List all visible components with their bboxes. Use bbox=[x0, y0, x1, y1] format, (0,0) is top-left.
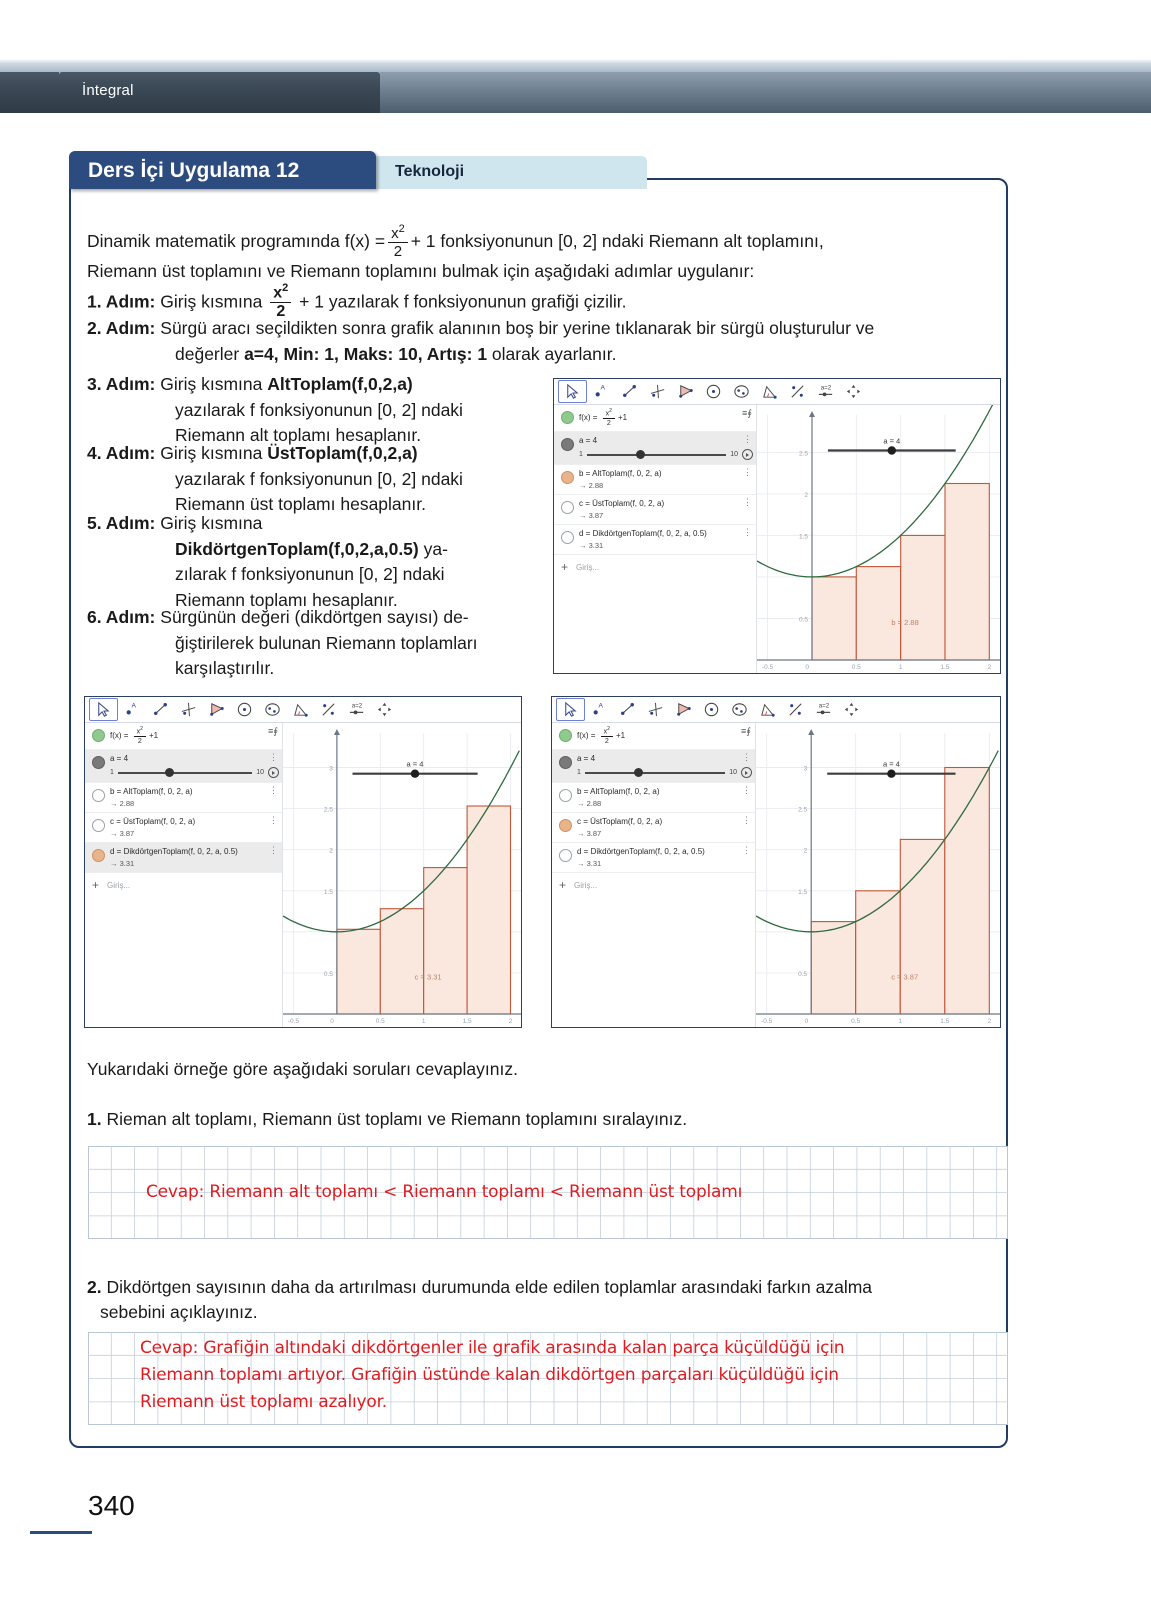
step-1-fraction: $\frac{x^2}{2}$ bbox=[270, 283, 291, 320]
algebra-menu-icon[interactable]: ≡∮ bbox=[742, 408, 752, 418]
add-icon[interactable]: + bbox=[561, 560, 569, 575]
question-2 bbox=[87, 1275, 997, 1325]
b-value: → 2.88 bbox=[577, 799, 602, 809]
answer-box-1[interactable] bbox=[88, 1146, 1008, 1239]
svg-text:2.5: 2.5 bbox=[323, 806, 333, 814]
algebra-row-function[interactable] bbox=[552, 723, 755, 750]
graphics-view[interactable] bbox=[756, 723, 1000, 1028]
banner-right-gradient bbox=[380, 72, 1151, 113]
slider-min: 1 bbox=[110, 769, 114, 777]
algebra-row-slider[interactable] bbox=[552, 750, 755, 783]
step-1-text-b: + 1 yazılarak f fonksiyonunun grafiği çizilir. bbox=[299, 291, 627, 312]
step-6-label: 6. Adım: bbox=[87, 607, 156, 627]
row-menu-icon-d[interactable]: ⋮ bbox=[269, 845, 278, 856]
algebra-input-row[interactable] bbox=[85, 873, 282, 897]
technology-tab bbox=[376, 156, 647, 189]
algebra-row-c[interactable] bbox=[554, 495, 756, 525]
step-2 bbox=[87, 316, 987, 367]
step-5-line4: Riemann toplamı hesaplanır. bbox=[175, 589, 398, 610]
intro-text-mid: + 1 fonksiyonunun [0, 2] ndaki Riemann alt toplamını, bbox=[410, 231, 824, 251]
svg-text:0: 0 bbox=[330, 1018, 334, 1025]
svg-text:1.5: 1.5 bbox=[462, 1018, 472, 1025]
c-expression: c = ÜstToplam(f, 0, 2, a) bbox=[577, 817, 663, 827]
b-expression: b = AltToplam(f, 0, 2, a) bbox=[579, 469, 662, 479]
intro-text-line2: Riemann üst toplamını ve Riemann toplamını bulmak için aşağıdaki adımlar uygulanır: bbox=[87, 261, 755, 281]
answer-2-line3: Riemann üst toplamı azalıyor. bbox=[140, 1392, 388, 1412]
input-placeholder: Giriş... bbox=[107, 880, 131, 890]
ellipse-icon[interactable] bbox=[259, 699, 286, 720]
intro-text-pre: Dinamik matematik programında bbox=[87, 231, 345, 251]
c-value: → 3.87 bbox=[110, 829, 135, 839]
svg-text:A: A bbox=[600, 384, 605, 392]
svg-text:a=2: a=2 bbox=[351, 702, 363, 710]
step-3-command: AltToplam(f,0,2,a) bbox=[267, 374, 413, 394]
step-4-command: ÜstToplam(f,0,2,a) bbox=[267, 443, 418, 463]
visibility-toggle-b[interactable] bbox=[561, 471, 574, 484]
row-menu-icon-a[interactable]: ⋮ bbox=[742, 752, 751, 763]
step-3-line2: yazılarak f fonksiyonunun [0, 2] ndaki bbox=[175, 399, 463, 420]
svg-text:0.5: 0.5 bbox=[851, 664, 861, 671]
banner-left-block bbox=[0, 72, 59, 113]
step-5 bbox=[87, 511, 557, 613]
function-expression: f(x) = $\frac{x^2}{2}$ +1 bbox=[110, 726, 159, 746]
step-4-line3: Riemann üst toplamı hesaplanır. bbox=[175, 494, 426, 514]
visibility-toggle-b[interactable] bbox=[559, 789, 572, 802]
algebra-view[interactable] bbox=[552, 723, 756, 1028]
slider-icon[interactable] bbox=[810, 699, 837, 720]
function-expression: f(x) = $\frac{x^2}{2}$ +1 bbox=[577, 726, 626, 746]
row-menu-icon-c[interactable]: ⋮ bbox=[742, 815, 751, 826]
row-menu-icon-b[interactable]: ⋮ bbox=[743, 467, 752, 478]
step-4-label: 4. Adım: bbox=[87, 443, 156, 463]
slider-value-label: a = 4 bbox=[577, 754, 596, 764]
slider-icon[interactable] bbox=[812, 381, 839, 402]
slider-knob[interactable] bbox=[165, 768, 174, 777]
algebra-row-d[interactable] bbox=[85, 843, 282, 873]
svg-text:0: 0 bbox=[804, 1018, 809, 1025]
svg-text:2: 2 bbox=[803, 847, 808, 855]
algebra-row-slider[interactable] bbox=[85, 750, 282, 783]
input-placeholder: Giriş... bbox=[574, 880, 598, 890]
intro-fx: f(x) = bbox=[344, 231, 386, 251]
geogebra-panel-dikdortgen-toplam[interactable] bbox=[84, 696, 522, 1028]
slider-min: 1 bbox=[577, 769, 581, 777]
answer-box-2[interactable] bbox=[88, 1332, 1008, 1425]
point-icon[interactable] bbox=[588, 381, 615, 402]
algebra-row-c[interactable] bbox=[85, 813, 282, 843]
svg-text:1: 1 bbox=[898, 1018, 903, 1025]
perpendicular-icon[interactable] bbox=[644, 381, 671, 402]
graphics-view[interactable] bbox=[283, 723, 521, 1028]
visibility-toggle-f[interactable] bbox=[92, 729, 105, 742]
ellipse-icon[interactable] bbox=[728, 381, 755, 402]
row-menu-icon-d[interactable]: ⋮ bbox=[742, 845, 751, 856]
play-icon[interactable] bbox=[741, 767, 752, 778]
slider-icon[interactable] bbox=[343, 699, 370, 720]
step-5-label: 5. Adım: bbox=[87, 513, 156, 533]
question-1-number: 1. bbox=[87, 1109, 102, 1129]
step-2-line2: değerler a=4, Min: 1, Maks: 10, Artış: 1 olarak ayarlanır. bbox=[175, 343, 617, 364]
geogebra-toolbar[interactable] bbox=[554, 379, 1000, 405]
svg-text:2: 2 bbox=[508, 1018, 513, 1025]
reflect-icon[interactable] bbox=[315, 699, 342, 720]
step-3-label: 3. Adım: bbox=[87, 374, 156, 394]
visibility-toggle-b[interactable] bbox=[92, 789, 105, 802]
angle-icon[interactable] bbox=[754, 699, 781, 720]
slider-knob[interactable] bbox=[636, 450, 645, 459]
play-icon[interactable] bbox=[742, 449, 753, 460]
c-value: → 3.87 bbox=[579, 511, 604, 521]
slider-value-label: a = 4 bbox=[110, 754, 129, 764]
graph-svg bbox=[283, 723, 521, 1028]
technology-tab-label: Teknoloji bbox=[395, 163, 465, 180]
d-value: → 3.31 bbox=[579, 541, 604, 551]
algebra-menu-icon[interactable]: ≡∮ bbox=[268, 726, 278, 736]
c-value: → 3.87 bbox=[577, 829, 602, 839]
visibility-toggle-f[interactable] bbox=[559, 729, 572, 742]
algebra-row-b[interactable] bbox=[554, 465, 756, 495]
row-menu-icon-a[interactable]: ⋮ bbox=[269, 752, 278, 763]
question-2-line2: sebebini açıklayınız. bbox=[100, 1302, 258, 1322]
circle-icon[interactable] bbox=[231, 699, 258, 720]
svg-text:0.5: 0.5 bbox=[323, 970, 333, 978]
step-6 bbox=[87, 605, 557, 682]
chapter-banner bbox=[0, 0, 1151, 113]
perpendicular-icon[interactable] bbox=[175, 699, 202, 720]
question-2-line1: Dikdörtgen sayısının daha da artırılması durumunda elde edilen toplamlar arasındaki farkın azalma bbox=[101, 1277, 873, 1297]
line-icon[interactable] bbox=[147, 699, 174, 720]
intro-paragraph bbox=[87, 224, 985, 284]
step-4 bbox=[87, 441, 557, 518]
svg-text:-0.5: -0.5 bbox=[761, 1018, 773, 1025]
slider-track[interactable] bbox=[118, 772, 252, 774]
answer-2-line2: Riemann toplamı artıyor. Grafiğin üstünde kalan dikdörtgen parçaları küçüldüğü için bbox=[140, 1365, 839, 1385]
step-3-line1-pre: Giriş kısmına bbox=[160, 374, 268, 394]
algebra-row-function[interactable] bbox=[85, 723, 282, 750]
geogebra-panel-alt-toplam[interactable] bbox=[553, 378, 1001, 674]
circle-icon[interactable] bbox=[698, 699, 725, 720]
step-1-text-a: Giriş kısmına bbox=[160, 291, 263, 312]
row-menu-icon-b[interactable]: ⋮ bbox=[269, 785, 278, 796]
visibility-toggle-f[interactable] bbox=[561, 411, 574, 424]
angle-icon[interactable] bbox=[756, 381, 783, 402]
algebra-input-row[interactable] bbox=[554, 555, 756, 579]
move-graphics-icon[interactable] bbox=[838, 699, 865, 720]
c-expression: c = ÜstToplam(f, 0, 2, a) bbox=[579, 499, 665, 509]
slider-max: 10 bbox=[730, 451, 738, 459]
d-value: → 3.31 bbox=[577, 859, 602, 869]
svg-text:A: A bbox=[598, 702, 603, 710]
slider-control[interactable] bbox=[577, 767, 752, 778]
row-menu-icon-b[interactable]: ⋮ bbox=[742, 785, 751, 796]
point-icon[interactable] bbox=[586, 699, 613, 720]
visibility-toggle-a[interactable] bbox=[561, 438, 574, 451]
step-3-line3: Riemann alt toplamı hesaplanır. bbox=[175, 425, 422, 445]
add-icon[interactable]: + bbox=[559, 878, 567, 893]
graph-svg bbox=[757, 405, 1000, 674]
algebra-row-c[interactable] bbox=[552, 813, 755, 843]
svg-text:1.5: 1.5 bbox=[798, 888, 808, 896]
svg-text:a = 4: a = 4 bbox=[406, 759, 424, 769]
step-1 bbox=[87, 283, 977, 320]
step-5-line2: DikdörtgenToplam(f,0,2,a,0.5) ya- bbox=[175, 538, 448, 559]
step-6-line3: karşılaştırılır. bbox=[175, 658, 275, 678]
step-4-line1-pre: Giriş kısmına bbox=[160, 443, 268, 463]
svg-text:c = 3.87: c = 3.87 bbox=[891, 972, 919, 982]
question-1-text: Rieman alt toplamı, Riemann üst toplamı ve Riemann toplamını sıralayınız. bbox=[101, 1109, 688, 1129]
svg-text:1: 1 bbox=[898, 664, 903, 671]
c-expression: c = ÜstToplam(f, 0, 2, a) bbox=[110, 817, 196, 827]
polygon-icon[interactable] bbox=[203, 699, 230, 720]
row-menu-icon-c[interactable]: ⋮ bbox=[743, 497, 752, 508]
svg-text:a=2: a=2 bbox=[818, 702, 830, 710]
algebra-row-slider[interactable] bbox=[554, 432, 756, 465]
reflect-icon[interactable] bbox=[782, 699, 809, 720]
pointer-icon[interactable] bbox=[558, 380, 587, 403]
page-number: 340 bbox=[88, 1490, 135, 1521]
svg-text:1.5: 1.5 bbox=[940, 664, 950, 671]
b-value: → 2.88 bbox=[110, 799, 135, 809]
svg-text:b = 2.88: b = 2.88 bbox=[891, 618, 919, 628]
point-icon[interactable] bbox=[119, 699, 146, 720]
svg-text:-0.5: -0.5 bbox=[287, 1018, 300, 1025]
geogebra-panel-ust-toplam[interactable] bbox=[551, 696, 1001, 1028]
polygon-icon[interactable] bbox=[672, 381, 699, 402]
visibility-toggle-c[interactable] bbox=[559, 819, 572, 832]
svg-text:0.5: 0.5 bbox=[798, 970, 808, 978]
svg-text:2: 2 bbox=[804, 491, 808, 499]
application-title: Ders İçi Uygulama 12 bbox=[88, 159, 300, 182]
slider-max: 10 bbox=[256, 769, 264, 777]
svg-text:1.5: 1.5 bbox=[323, 888, 333, 896]
page-rule bbox=[30, 1531, 92, 1534]
function-expression: f(x) = $\frac{x^2}{2}$ +1 bbox=[579, 408, 628, 428]
algebra-row-b[interactable] bbox=[552, 783, 755, 813]
polygon-icon[interactable] bbox=[670, 699, 697, 720]
svg-text:2: 2 bbox=[987, 664, 992, 671]
perpendicular-icon[interactable] bbox=[642, 699, 669, 720]
intro-fraction: $\frac{x^2}{2}$ bbox=[388, 224, 408, 259]
d-expression: d = DikdörtgenToplam(f, 0, 2, a, 0.5) bbox=[577, 847, 705, 857]
d-expression: d = DikdörtgenToplam(f, 0, 2, a, 0.5) bbox=[579, 529, 707, 539]
svg-text:1: 1 bbox=[421, 1018, 426, 1025]
slider-min: 1 bbox=[579, 451, 583, 459]
question-1 bbox=[87, 1107, 987, 1132]
angle-icon[interactable] bbox=[287, 699, 314, 720]
row-menu-icon-a[interactable]: ⋮ bbox=[743, 434, 752, 445]
ellipse-icon[interactable] bbox=[726, 699, 753, 720]
step-2-line1: Sürgü aracı seçildikten sonra grafik alanının boş bir yerine tıklanarak bir sürgü oluşturulur ve bbox=[160, 318, 875, 338]
slider-control[interactable] bbox=[579, 449, 753, 460]
algebra-row-b[interactable] bbox=[85, 783, 282, 813]
slider-control[interactable] bbox=[110, 767, 279, 778]
answer-2-line1: Cevap: Grafiğin altındaki dikdörtgenler ile grafik arasında kalan parça küçüldüğü için bbox=[140, 1338, 845, 1358]
visibility-toggle-d[interactable] bbox=[561, 531, 574, 544]
step-5-line3: zılarak f fonksiyonunun [0, 2] ndaki bbox=[175, 564, 445, 584]
svg-text:2: 2 bbox=[329, 847, 333, 855]
slider-track[interactable] bbox=[587, 454, 726, 456]
algebra-input-row[interactable] bbox=[552, 873, 755, 897]
step-6-line1: Sürgünün değeri (dikdörtgen sayısı) de- bbox=[160, 607, 469, 627]
graphics-view[interactable] bbox=[757, 405, 1000, 674]
slider-track[interactable] bbox=[585, 772, 725, 774]
svg-text:0.5: 0.5 bbox=[375, 1018, 385, 1025]
algebra-row-d[interactable] bbox=[554, 525, 756, 555]
step-1-label: 1. Adım: bbox=[87, 291, 156, 312]
b-value: → 2.88 bbox=[579, 481, 604, 491]
slider-knob[interactable] bbox=[634, 768, 643, 777]
answer-1-text: Cevap: Riemann alt toplamı < Riemann toplamı < Riemann üst toplamı bbox=[146, 1182, 743, 1202]
graph-svg bbox=[756, 723, 1000, 1028]
svg-text:0.5: 0.5 bbox=[851, 1018, 861, 1025]
geogebra-toolbar[interactable] bbox=[85, 697, 521, 723]
pointer-icon[interactable] bbox=[556, 698, 585, 721]
d-expression: d = DikdörtgenToplam(f, 0, 2, a, 0.5) bbox=[110, 847, 238, 857]
add-icon[interactable]: + bbox=[92, 878, 100, 893]
step-2-label: 2. Adım: bbox=[87, 318, 156, 338]
svg-text:2.5: 2.5 bbox=[798, 806, 808, 814]
b-expression: b = AltToplam(f, 0, 2, a) bbox=[577, 787, 660, 797]
svg-text:3: 3 bbox=[803, 765, 808, 773]
chapter-tab bbox=[59, 72, 380, 113]
svg-text:1.5: 1.5 bbox=[940, 1018, 950, 1025]
svg-text:2: 2 bbox=[987, 1018, 992, 1025]
line-icon[interactable] bbox=[616, 381, 643, 402]
row-menu-icon-c[interactable]: ⋮ bbox=[269, 815, 278, 826]
svg-text:c = 3.31: c = 3.31 bbox=[414, 972, 442, 982]
geogebra-toolbar[interactable] bbox=[552, 697, 1000, 723]
reflect-icon[interactable] bbox=[784, 381, 811, 402]
application-title-tab bbox=[69, 151, 376, 189]
svg-text:a = 4: a = 4 bbox=[883, 436, 901, 446]
svg-text:0: 0 bbox=[805, 664, 809, 671]
visibility-toggle-d[interactable] bbox=[559, 849, 572, 862]
visibility-toggle-d[interactable] bbox=[92, 849, 105, 862]
input-placeholder: Giriş... bbox=[576, 562, 600, 572]
algebra-row-d[interactable] bbox=[552, 843, 755, 873]
svg-text:A: A bbox=[131, 702, 136, 710]
visibility-toggle-a[interactable] bbox=[92, 756, 105, 769]
visibility-toggle-c[interactable] bbox=[561, 501, 574, 514]
svg-text:0.5: 0.5 bbox=[798, 616, 808, 624]
move-graphics-icon[interactable] bbox=[371, 699, 398, 720]
slider-value-label: a = 4 bbox=[579, 436, 598, 446]
svg-text:1.5: 1.5 bbox=[798, 533, 808, 541]
visibility-toggle-a[interactable] bbox=[559, 756, 572, 769]
step-4-line2: yazılarak f fonksiyonunun [0, 2] ndaki bbox=[175, 468, 463, 489]
row-menu-icon-d[interactable]: ⋮ bbox=[743, 527, 752, 538]
svg-text:a = 4: a = 4 bbox=[882, 759, 900, 769]
pointer-icon[interactable] bbox=[89, 698, 118, 721]
move-graphics-icon[interactable] bbox=[840, 381, 867, 402]
svg-text:2.5: 2.5 bbox=[798, 450, 808, 458]
step-3 bbox=[87, 372, 557, 449]
algebra-menu-icon[interactable]: ≡∮ bbox=[741, 726, 751, 736]
svg-text:3: 3 bbox=[329, 765, 333, 773]
algebra-view[interactable] bbox=[85, 723, 283, 1028]
b-expression: b = AltToplam(f, 0, 2, a) bbox=[110, 787, 193, 797]
visibility-toggle-c[interactable] bbox=[92, 819, 105, 832]
circle-icon[interactable] bbox=[700, 381, 727, 402]
step-5-line1: Giriş kısmına bbox=[160, 513, 263, 533]
algebra-view[interactable] bbox=[554, 405, 757, 674]
slider-max: 10 bbox=[729, 769, 737, 777]
svg-text:-0.5: -0.5 bbox=[761, 664, 774, 671]
play-icon[interactable] bbox=[268, 767, 279, 778]
questions-lead: Yukarıdaki örneğe göre aşağıdaki soruları cevaplayınız. bbox=[87, 1059, 518, 1079]
step-6-line2: ğiştirilerek bulunan Riemann toplamları bbox=[175, 632, 478, 653]
d-value: → 3.31 bbox=[110, 859, 135, 869]
line-icon[interactable] bbox=[614, 699, 641, 720]
chapter-title: İntegral bbox=[82, 82, 134, 99]
algebra-row-function[interactable] bbox=[554, 405, 756, 432]
question-2-number: 2. bbox=[87, 1277, 102, 1297]
svg-text:a=2: a=2 bbox=[820, 384, 832, 392]
